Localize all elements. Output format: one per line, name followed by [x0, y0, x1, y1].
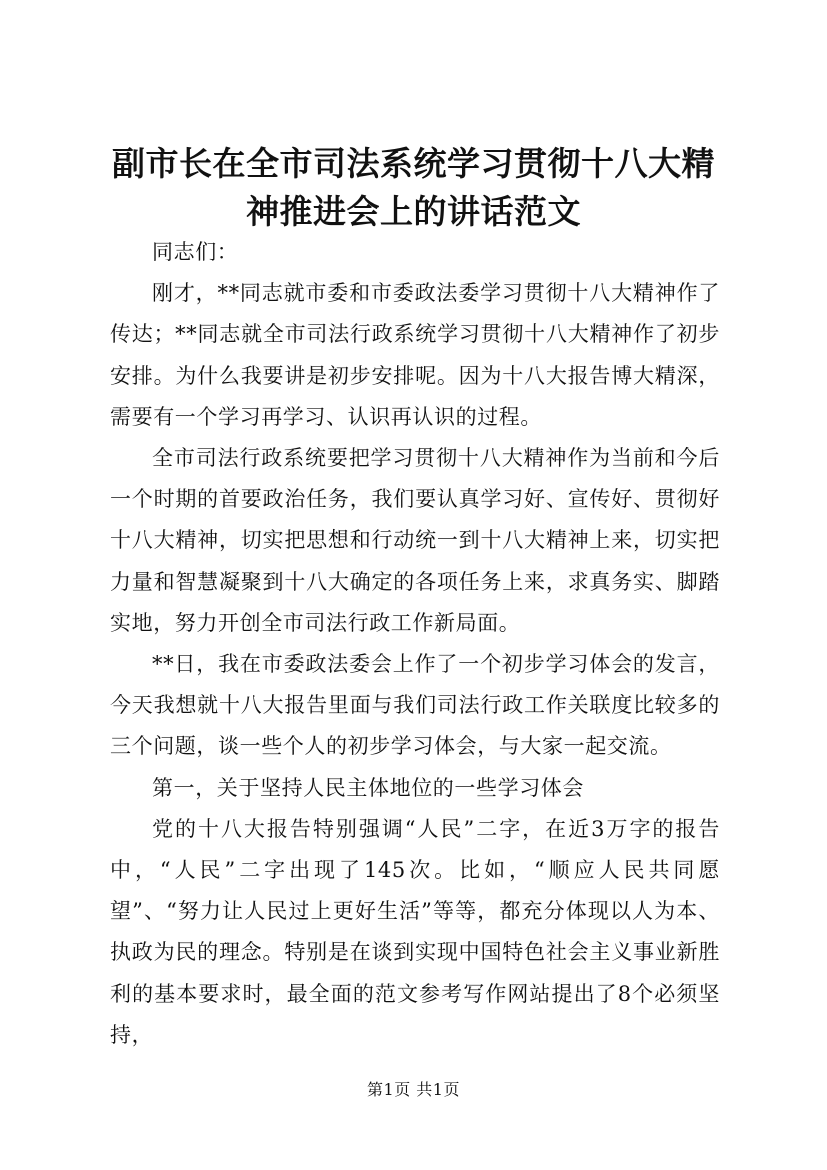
paragraph-5: 党的十八大报告特别强调“人民”二字，在近3万字的报告中，“人民”二字出现了145次。比如，“顺应人民共同愿望”、“努力让人民过上更好生活”等等，都充分体现以人为本、执政为民的理念。特别是在谈到实现中国特色社会主义事业新胜利的基本要求时，最全面的范文参考写作网站提出了8个必须坚持，	[110, 816, 720, 1047]
paragraph-salutation: 同志们：	[152, 240, 239, 264]
paragraph-3: **日，我在市委政法委会上作了一个初步学习体会的发言，今天我想就十八大报告里面与我们司法行政工作关联度比较多的三个问题，谈一些个人的初步学习体会，与大家一起交流。	[110, 652, 720, 759]
page-footer: 第1页 共1页	[367, 1080, 460, 1099]
document-title: 副市长在全市司法系统学习贯彻十八大精神推进会上的讲话范文	[112, 144, 715, 231]
section-heading-first: 第一，关于坚持人民主体地位的一些学习体会	[152, 775, 584, 800]
paragraph-1: 刚才，**同志就市委和市委政法委学习贯彻十八大精神作了传达；**同志就全市司法行政系统学习贯彻十八大精神作了初步安排。为什么我要讲是初步安排呢。因为十八大报告博大精深，需要有一个学习再学习、认识再认识的过程。	[110, 281, 720, 429]
paragraph-2: 全市司法行政系统要把学习贯彻十八大精神作为当前和今后一个时期的首要政治任务，我们要认真学习好、宣传好、贯彻好十八大精神，切实把思想和行动统一到十八大精神上来，切实把力量和智慧凝聚到十八大确定的各项任务上来，求真务实、脚踏实地，努力开创全市司法行政工作新局面。	[110, 446, 720, 635]
document-body	[110, 232, 720, 1056]
